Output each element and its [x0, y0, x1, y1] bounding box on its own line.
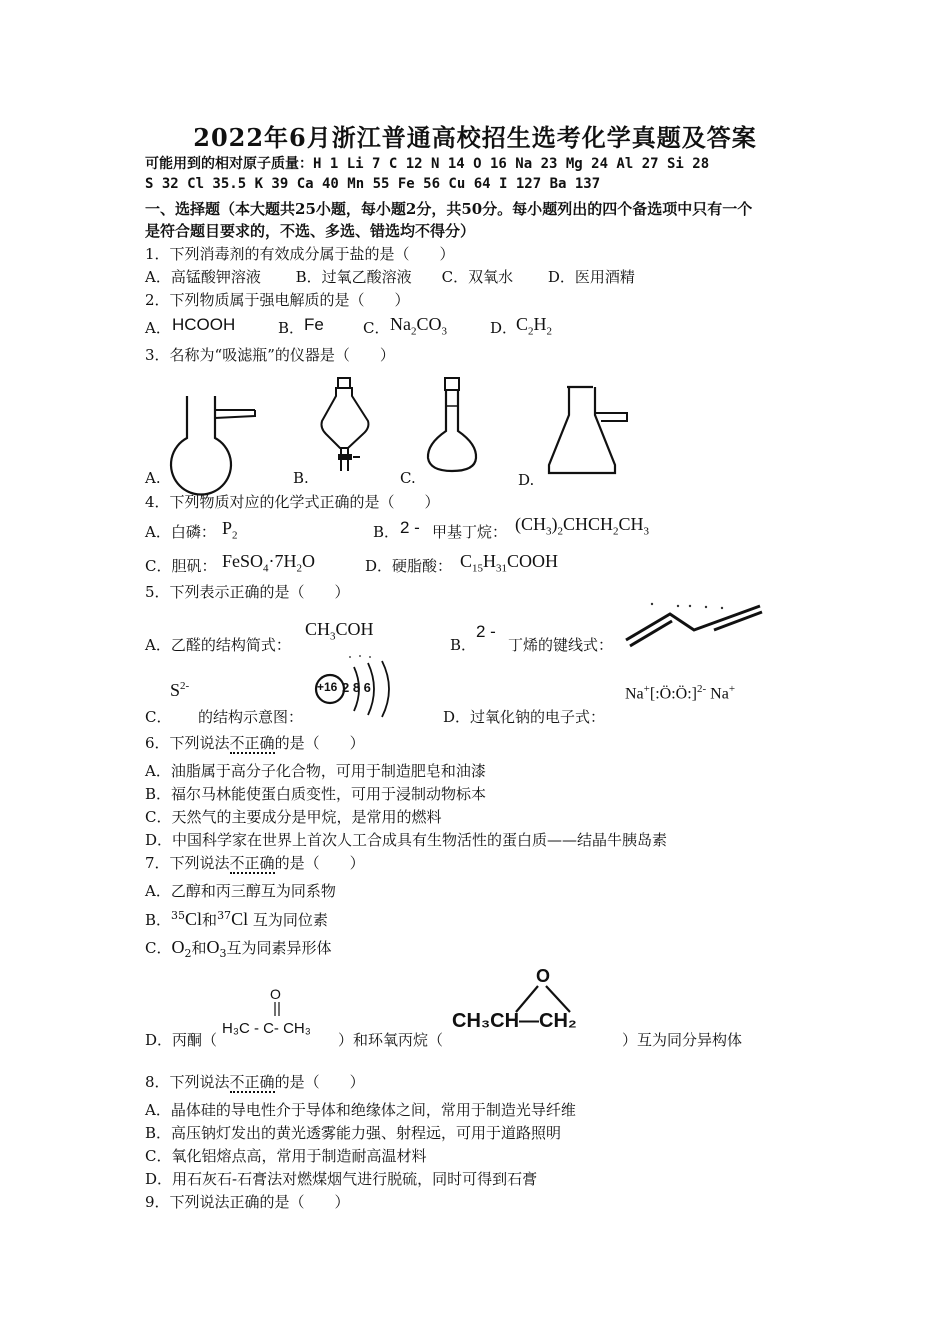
q4-option-a: $P_2$ — [222, 518, 238, 542]
apparatus-c-volumetric-flask — [425, 376, 485, 476]
q6-option-a: A．油脂属于高分子化合物，可用于制造肥皂和油漆 — [145, 762, 486, 780]
apparatus-a-round-flask — [165, 388, 265, 483]
epoxypropane-structure: CH₃CH—CH₂ — [452, 1010, 577, 1032]
acetone-structure: H₃C - C- CH₃ — [222, 1020, 311, 1037]
q2-option-b-label: B． — [278, 319, 305, 337]
q5-option-c-text: 的结构示意图： — [198, 708, 304, 726]
q5-option-d-label: D．过氧化钠的电子式： — [443, 708, 606, 726]
epoxide-oxygen: O — [536, 966, 551, 986]
q7-option-d-tail: ）互为同分异构体 — [622, 1031, 743, 1049]
q4-option-b-formula: $(CH_3)_2CHCH_2CH_3$ — [515, 514, 650, 538]
q6-option-b: B．福尔马林能使蛋白质变性，可用于浸制动物标本 — [145, 785, 487, 803]
acetone-double-bond — [270, 1002, 284, 1018]
q4-option-b-label: B． — [373, 523, 400, 541]
sulfide-electron-shells: 2 8 6 — [342, 680, 371, 695]
q4-option-d-label: D．硬脂酸： — [365, 557, 453, 575]
q4-option-c: $FeSO_4\cdot 7H_2O$ — [222, 551, 316, 575]
section-heading-line2: 是符合题目要求的，不选、多选、错选均不得分） — [145, 222, 476, 240]
q2-option-c-label: C． — [363, 319, 390, 337]
q5-option-c-label: C． — [145, 708, 172, 726]
q5-option-a-label: A．乙醛的结构简式： — [145, 636, 291, 654]
q8-option-b: B．高压钠灯发出的黄光透雾能力强、射程远，可用于道路照明 — [145, 1124, 562, 1142]
q5-option-b-label: B． — [450, 636, 477, 654]
q2-stem: 2．下列物质属于强电解质的是（ ） — [145, 291, 410, 309]
q6-option-c: C．天然气的主要成分是甲烷，是常用的燃料 — [145, 808, 442, 826]
q3-option-a: A. — [145, 469, 161, 487]
acetone-oxygen: O — [270, 986, 281, 1002]
q4-stem: 4．下列物质对应的化学式正确的是（ ） — [145, 493, 440, 511]
q4-option-a-label: A．白磷： — [145, 523, 216, 541]
q6-option-d: D．中国科学家在世界上首次人工合成具有生物活性的蛋白质——结晶牛胰岛素 — [145, 831, 668, 849]
section-heading-line1: 一、选择题（本大题共25小题，每小题2分，共50分。每小题列出的四个备选项中只有一个 — [145, 200, 753, 218]
q8-option-c: C．氧化铝熔点高，常用于制造耐高温材料 — [145, 1147, 427, 1165]
butene-skeletal-formula — [622, 600, 767, 650]
q5-option-b-name: 丁烯的键线式： — [508, 636, 614, 654]
q2-option-a-label: A． — [145, 319, 171, 337]
sodium-peroxide-electron-formula: Na+[:Ö:Ö:]$^{2-}$ Na+ — [625, 683, 736, 703]
q4-option-b-name: 甲基丁烷： — [432, 523, 508, 541]
q5-option-c-ion: $S^{2-}$ — [170, 680, 190, 700]
apparatus-b-separatory-funnel — [318, 376, 378, 486]
q2-option-d-label: D． — [490, 319, 518, 337]
q8-stem: 8．下列说法不正确的是（ ） — [145, 1073, 365, 1091]
q7-option-a: A．乙醇和丙三醇互为同系物 — [145, 882, 336, 900]
q7-option-d-label: D．丙酮（ — [145, 1031, 218, 1049]
q6-stem: 6．下列说法不正确的是（ ） — [145, 734, 365, 752]
q1-stem: 1．下列消毒剂的有效成分属于盐的是（ ） — [145, 245, 455, 263]
q2-option-a: HCOOH — [172, 315, 236, 334]
q7-option-c: C．$O_2$和$O_3$互为同素异形体 — [145, 937, 332, 960]
q2-option-d: $C_2H_2$ — [516, 314, 553, 338]
q1-options: A．高锰酸钾溶液 B．过氧乙酸溶液 C．双氧水 D．医用酒精 — [145, 268, 635, 286]
sulfide-nucleus-charge: +16 — [317, 680, 338, 694]
q9-stem: 9．下列说法正确的是（ ） — [145, 1193, 350, 1211]
q3-option-b: B. — [293, 469, 309, 487]
page-title: 2022年6月浙江普通高校招生选考化学真题及答案 — [193, 123, 757, 152]
q5-stem: 5．下列表示正确的是（ ） — [145, 583, 350, 601]
apparatus-d-suction-flask — [545, 383, 635, 478]
atomic-masses-line2: S 32 Cl 35.5 K 39 Ca 40 Mn 55 Fe 56 Cu 64 I 127 Ba 137 — [145, 176, 601, 192]
q4-option-c-label: C．胆矾： — [145, 557, 217, 575]
q4-option-b-prefix: 2 - — [400, 518, 420, 537]
q4-option-d: $C_{15}H_{31}COOH$ — [460, 551, 559, 575]
q2-option-c: $Na_2CO_3$ — [390, 314, 448, 338]
q2-option-b: Fe — [304, 315, 324, 334]
q8-option-d: D．用石灰石-石膏法对燃煤烟气进行脱硫，同时可得到石膏 — [145, 1170, 538, 1188]
q3-option-d: D. — [518, 471, 535, 489]
q8-option-a: A．晶体硅的导电性介于导体和绝缘体之间，常用于制造光导纤维 — [145, 1101, 576, 1119]
q5-option-b-prefix: 2 - — [476, 622, 496, 641]
q7-stem: 7．下列说法不正确的是（ ） — [145, 854, 365, 872]
q7-option-b: B．$^{35}$Cl和$^{37}$Cl 互为同位素 — [145, 909, 328, 929]
q3-stem: 3．名称为“吸滤瓶”的仪器是（ ） — [145, 346, 395, 364]
q7-option-d-middle: ）和环氧丙烷（ — [338, 1031, 444, 1049]
atomic-masses-line1: 可能用到的相对原子质量：H 1 Li 7 C 12 N 14 O 16 Na 23 Mg 24 Al 27 Si 28 — [145, 156, 710, 172]
q5-option-a-formula: $CH_3COH$ — [305, 619, 374, 643]
q3-option-c: C. — [400, 469, 416, 487]
